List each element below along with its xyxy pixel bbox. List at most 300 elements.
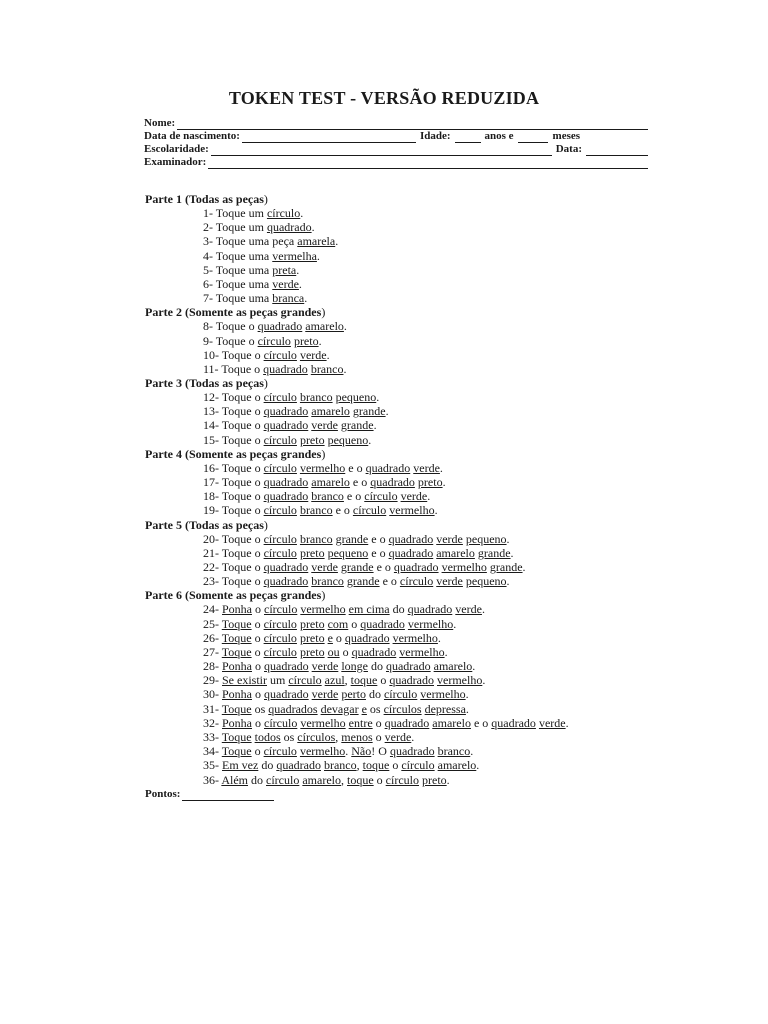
underlined-word: amarelo: [302, 772, 341, 787]
underlined-word: Toque: [221, 701, 252, 716]
data-field[interactable]: [586, 146, 648, 156]
item-text: os: [366, 701, 384, 716]
underlined-word: grande: [477, 545, 511, 560]
test-item: [145, 773, 745, 787]
part-5-heading: [145, 518, 745, 532]
test-item: [145, 659, 745, 673]
item-text: .: [373, 418, 377, 433]
item-text: 16- Toque o: [203, 460, 264, 475]
test-item: [145, 206, 745, 220]
underlined-word: vermelho: [441, 559, 487, 574]
test-items: [145, 192, 745, 801]
underlined-word: círculo: [263, 616, 297, 631]
underlined-word: amarelo: [305, 319, 344, 334]
item-text: 35-: [203, 758, 222, 773]
underlined-word: vermelha: [272, 248, 317, 263]
part-4-heading: [145, 447, 745, 461]
underlined-word: quadrado: [263, 559, 309, 574]
examinador-field[interactable]: [208, 159, 648, 169]
item-text: 29-: [203, 673, 222, 688]
item-text: .: [385, 404, 389, 419]
underlined-word: círculo: [263, 531, 297, 546]
underlined-word: círculo: [399, 574, 434, 589]
part-label-close: ): [321, 588, 326, 603]
form-row-escolaridade: [144, 143, 650, 156]
underlined-word: vermelho: [399, 644, 445, 659]
part-label-close: ): [263, 376, 268, 391]
item-text: 17- Toque o: [203, 475, 264, 489]
test-item: [145, 404, 745, 418]
test-item: [145, 503, 745, 517]
underlined-word: Ponha: [222, 687, 252, 702]
underlined-word: vermelho: [420, 687, 466, 702]
item-text: .: [368, 432, 372, 447]
underlined-word: vermelho: [407, 616, 454, 631]
item-text: do: [389, 602, 408, 617]
item-text: .: [411, 730, 415, 744]
test-item: [145, 687, 745, 701]
test-item: [145, 249, 745, 263]
underlined-word: preto: [299, 616, 325, 631]
item-text: .: [472, 659, 476, 674]
underlined-word: amarelo: [436, 545, 475, 560]
underlined-word: ou: [327, 644, 340, 659]
part-6-heading: [145, 588, 745, 602]
underlined-word: vermelho: [299, 460, 346, 475]
underlined-word: quadrado: [365, 460, 411, 475]
examinador-label: Examinador:: [144, 156, 207, 168]
underlined-word: círculo: [257, 333, 291, 348]
underlined-word: vermelho: [300, 602, 346, 617]
underlined-word: Além: [221, 772, 249, 787]
form-row-nome: [144, 117, 650, 130]
underlined-word: branca: [272, 291, 305, 306]
underlined-word: quadrado: [393, 559, 439, 574]
item-text: .: [439, 460, 443, 475]
test-item: [145, 390, 745, 404]
header-form: [144, 117, 650, 169]
underlined-word: preto: [417, 475, 443, 489]
item-text: .: [446, 772, 450, 787]
item-text: 34-: [203, 744, 222, 759]
underlined-word: círculo: [264, 602, 298, 617]
item-text: 1- Toque um: [203, 206, 267, 220]
underlined-word: quadrado: [389, 673, 434, 688]
item-text: o: [251, 744, 264, 759]
item-text: o: [339, 644, 352, 659]
underlined-word: Toque: [221, 630, 252, 645]
item-text: .: [343, 319, 347, 334]
underlined-word: verde: [384, 730, 412, 744]
item-text: o: [252, 715, 264, 730]
item-text: e o: [368, 531, 389, 546]
part-label: Parte 3 (Todas as peças: [145, 376, 264, 391]
item-text: os: [251, 701, 269, 716]
underlined-word: quadrado: [491, 715, 536, 730]
item-text: .: [565, 715, 569, 730]
item-text: .: [304, 291, 308, 306]
data-label: Data:: [555, 143, 582, 155]
part-label-close: ): [263, 192, 268, 206]
test-item: [145, 433, 745, 447]
underlined-word: e: [327, 630, 333, 645]
item-text: .: [376, 390, 380, 405]
test-item: [145, 334, 745, 348]
underlined-word: pequeno: [327, 545, 369, 560]
underlined-word: amarela: [297, 234, 336, 249]
underlined-word: em cima: [348, 602, 390, 617]
item-text: .: [434, 503, 438, 518]
test-item: [145, 475, 745, 489]
item-text: .: [482, 673, 486, 688]
underlined-word: verde: [272, 276, 299, 291]
test-item: [145, 263, 745, 277]
underlined-word: toque: [350, 673, 378, 688]
underlined-word: Se existir: [222, 673, 267, 688]
item-text: 14- Toque o: [203, 418, 264, 433]
underlined-word: círculo: [263, 630, 297, 645]
underlined-word: quadrado: [266, 220, 312, 235]
underlined-word: círculo: [263, 503, 297, 518]
item-text: .: [335, 234, 339, 249]
underlined-word: círculo: [385, 772, 419, 787]
underlined-word: círculo: [263, 390, 297, 405]
form-row-nascimento: [144, 130, 650, 143]
page-title: TOKEN TEST - VERSÃO REDUZIDA: [228, 88, 540, 108]
underlined-word: pequeno: [465, 531, 507, 546]
item-text: .: [298, 276, 302, 291]
underlined-word: Ponha: [222, 659, 252, 674]
pontos-field[interactable]: [182, 791, 274, 801]
underlined-word: pequeno: [327, 432, 369, 447]
test-item: [145, 617, 745, 631]
item-text: 4- Toque uma: [203, 248, 273, 263]
test-item: [145, 730, 745, 744]
underlined-word: toque: [362, 758, 390, 773]
item-text: .: [300, 206, 304, 220]
item-text: 13- Toque o: [203, 404, 264, 419]
underlined-word: Toque: [221, 744, 252, 759]
underlined-word: quadrado: [407, 602, 453, 617]
underlined-word: entre: [348, 715, 373, 730]
item-text: 28-: [203, 659, 222, 674]
underlined-word: quadrado: [264, 659, 309, 674]
test-item: [145, 277, 745, 291]
underlined-word: círculo: [263, 644, 297, 659]
underlined-word: pequeno: [335, 390, 377, 405]
item-text: .: [326, 347, 330, 362]
underlined-word: círculo: [383, 687, 418, 702]
item-text: .: [453, 616, 457, 631]
item-text: 36-: [203, 772, 222, 787]
item-text: 10- Toque o: [203, 347, 264, 362]
underlined-word: círculo: [288, 673, 322, 688]
nome-label: Nome:: [144, 117, 176, 129]
underlined-word: verde: [311, 687, 339, 702]
escolaridade-field[interactable]: [211, 146, 552, 156]
item-text: .: [506, 574, 510, 589]
underlined-word: preta: [272, 262, 297, 277]
part-label: Parte 4 (Somente as peças grandes: [145, 446, 322, 461]
test-item: [145, 220, 745, 234]
test-item: [145, 532, 745, 546]
test-item: [145, 348, 745, 362]
item-text: .: [437, 630, 441, 645]
underlined-word: quadrados: [268, 701, 318, 716]
test-item: [145, 546, 745, 560]
underlined-word: pequeno: [465, 574, 507, 589]
underlined-word: com: [327, 616, 349, 631]
underlined-word: círculo: [263, 432, 297, 447]
item-text: .: [506, 531, 510, 546]
test-item: [145, 645, 745, 659]
underlined-word: preto: [422, 772, 447, 787]
item-text: 27-: [203, 644, 222, 659]
test-item: [145, 702, 745, 716]
item-text: .: [510, 545, 514, 560]
item-text: .: [311, 220, 315, 235]
escolaridade-label: Escolaridade:: [144, 143, 209, 155]
underlined-word: círculo: [266, 772, 300, 787]
idade-anos-field[interactable]: [455, 133, 481, 143]
underlined-word: quadrado: [370, 475, 415, 489]
item-text: 26-: [203, 630, 222, 645]
item-text: .: [427, 489, 431, 504]
item-text: .: [481, 602, 485, 617]
part-2-heading: [145, 305, 745, 319]
underlined-word: longe: [341, 659, 368, 674]
nome-field[interactable]: [177, 120, 648, 130]
underlined-word: amarelo: [311, 475, 350, 489]
underlined-word: preto: [299, 545, 325, 560]
idade-meses-field[interactable]: [518, 133, 548, 143]
underlined-word: branco: [437, 744, 471, 759]
underlined-word: verde: [299, 347, 327, 362]
underlined-word: quadrado: [389, 744, 435, 759]
item-text: o: [252, 687, 264, 702]
item-text: o: [389, 758, 402, 773]
underlined-word: círculo: [364, 489, 398, 504]
item-text: .: [470, 744, 474, 759]
underlined-word: quadrado: [385, 659, 431, 674]
test-item: [145, 744, 745, 758]
underlined-word: menos: [341, 730, 373, 744]
underlined-word: preto: [299, 644, 325, 659]
underlined-word: vermelho: [299, 744, 346, 759]
underlined-word: quadrado: [388, 531, 434, 546]
test-item: [145, 489, 745, 503]
item-text: do: [367, 659, 386, 674]
item-text: o: [252, 659, 264, 674]
item-text: 15- Toque o: [203, 432, 264, 447]
underlined-word: depressa: [424, 701, 466, 716]
part-label: Parte 2 (Somente as peças grandes: [145, 305, 322, 320]
underlined-word: grande: [335, 531, 369, 546]
pontos-label: Pontos:: [145, 787, 181, 800]
underlined-word: quadrado: [264, 687, 309, 702]
item-text: o: [377, 673, 390, 688]
underlined-word: azul: [324, 673, 345, 688]
item-text: 31-: [203, 701, 222, 716]
item-text: .: [442, 475, 446, 489]
item-text: .: [318, 333, 322, 348]
underlined-word: círculo: [264, 715, 298, 730]
part-label: Parte 1 (Todas as peças: [145, 192, 264, 206]
nascimento-label: Data de nascimento:: [144, 130, 240, 142]
underlined-word: verde: [413, 460, 440, 475]
item-text: do: [365, 687, 384, 702]
item-text: e o: [343, 489, 365, 504]
underlined-word: quadrado: [276, 758, 321, 773]
underlined-word: preto: [293, 333, 319, 348]
item-text: 12- Toque o: [203, 390, 264, 405]
underlined-word: círculo: [401, 758, 435, 773]
underlined-word: amarelo: [433, 659, 473, 674]
underlined-word: verde: [400, 489, 428, 504]
item-text: ,: [341, 772, 347, 787]
underlined-word: perto: [341, 687, 366, 702]
underlined-word: amarelo: [432, 715, 471, 730]
item-text: 30-: [203, 687, 222, 702]
underlined-word: grande: [489, 559, 523, 574]
underlined-word: verde: [538, 715, 566, 730]
underlined-word: verde: [311, 418, 338, 433]
underlined-word: grande: [352, 404, 386, 419]
test-item: [145, 234, 745, 248]
underlined-word: vermelho: [389, 503, 435, 518]
item-text: 5- Toque uma: [203, 262, 273, 277]
underlined-word: círculo: [263, 347, 297, 362]
item-text: 20- Toque o: [203, 531, 264, 546]
test-item: [145, 758, 745, 772]
item-text: ,: [344, 673, 351, 688]
item-text: e o: [373, 559, 394, 574]
item-text: os: [280, 730, 298, 744]
test-item: [145, 362, 745, 376]
test-item: [145, 574, 745, 588]
pontos-row: [145, 787, 745, 801]
underlined-word: quadrado: [263, 404, 309, 419]
underlined-word: vermelho: [392, 630, 438, 645]
underlined-word: quadrado: [388, 545, 434, 560]
underlined-word: amarelo: [437, 758, 477, 773]
underlined-word: grande: [340, 559, 374, 574]
underlined-word: Toque: [221, 644, 252, 659]
underlined-word: quadrado: [384, 715, 430, 730]
underlined-word: Toque: [221, 616, 252, 631]
item-text: ,: [335, 730, 342, 744]
item-text: o: [251, 630, 264, 645]
test-item: [145, 291, 745, 305]
part-label: Parte 5 (Todas as peças: [145, 517, 264, 532]
item-text: 9- Toque o: [203, 333, 258, 348]
underlined-word: Toque: [221, 730, 252, 744]
part-label: Parte 6 (Somente as peças grandes: [145, 588, 322, 603]
test-item: [145, 461, 745, 475]
item-text: 2- Toque um: [203, 220, 267, 235]
item-text: e o: [368, 545, 389, 560]
test-item: [145, 602, 745, 616]
idade-label: Idade:: [419, 130, 451, 142]
part-3-heading: [145, 376, 745, 390]
item-text: 25-: [203, 616, 222, 631]
underlined-word: círculo: [263, 744, 297, 759]
item-text: 11- Toque o: [203, 361, 264, 376]
item-text: .: [316, 248, 320, 263]
underlined-word: círculo: [266, 206, 301, 220]
underlined-word: círculo: [263, 460, 297, 475]
item-text: o: [372, 730, 385, 744]
test-item: [145, 716, 745, 730]
item-text: e o: [379, 574, 400, 589]
item-text: 33-: [203, 730, 222, 744]
test-item: [145, 560, 745, 574]
underlined-word: quadrado: [360, 616, 405, 631]
item-text: o: [372, 715, 385, 730]
item-text: .: [296, 262, 300, 277]
item-text: e o: [332, 503, 353, 518]
item-text: 3- Toque uma peça: [203, 234, 298, 249]
item-text: 21- Toque o: [203, 545, 264, 560]
item-text: o: [332, 630, 345, 645]
underlined-word: e: [361, 701, 367, 716]
underlined-word: vermelho: [437, 673, 483, 688]
item-text: 24-: [203, 602, 222, 617]
item-text: .: [465, 687, 469, 702]
part-label-close: ): [263, 517, 268, 532]
item-text: o: [373, 772, 386, 787]
item-text: ! O: [371, 744, 390, 759]
part-1-heading: [145, 192, 745, 206]
item-text: do: [258, 758, 277, 773]
underlined-word: quadrado: [257, 319, 303, 334]
underlined-word: branco: [311, 489, 344, 504]
anos-label: anos e: [484, 130, 514, 142]
underlined-word: branco: [310, 361, 344, 376]
part-label-close: ): [321, 305, 326, 320]
nascimento-field[interactable]: [242, 133, 416, 143]
item-text: o: [251, 644, 264, 659]
item-text: .: [444, 644, 448, 659]
underlined-word: grande: [340, 418, 374, 433]
item-text: o: [348, 616, 361, 631]
underlined-word: Não: [351, 744, 372, 759]
underlined-word: quadrado: [263, 475, 309, 489]
underlined-word: branco: [299, 390, 333, 405]
underlined-word: círculo: [352, 503, 387, 518]
underlined-word: preto: [299, 432, 325, 447]
meses-label: meses: [552, 130, 581, 142]
underlined-word: Em vez: [222, 758, 259, 773]
item-text: 7- Toque uma: [203, 291, 273, 306]
underlined-word: verde: [311, 559, 338, 574]
underlined-word: quadrado: [263, 489, 309, 504]
underlined-word: preto: [299, 630, 325, 645]
item-text: e o: [470, 715, 492, 730]
underlined-word: devagar: [320, 701, 359, 716]
underlined-word: verde: [311, 659, 339, 674]
item-text: 18- Toque o: [203, 489, 264, 504]
item-text: .: [343, 361, 347, 376]
item-text: 32-: [203, 715, 222, 730]
underlined-word: quadrado: [351, 644, 397, 659]
underlined-word: verde: [436, 574, 463, 589]
underlined-word: todos: [254, 730, 281, 744]
underlined-word: verde: [436, 531, 463, 546]
underlined-word: verde: [455, 602, 482, 617]
underlined-word: vermelho: [300, 715, 346, 730]
underlined-word: Ponha: [222, 715, 252, 730]
